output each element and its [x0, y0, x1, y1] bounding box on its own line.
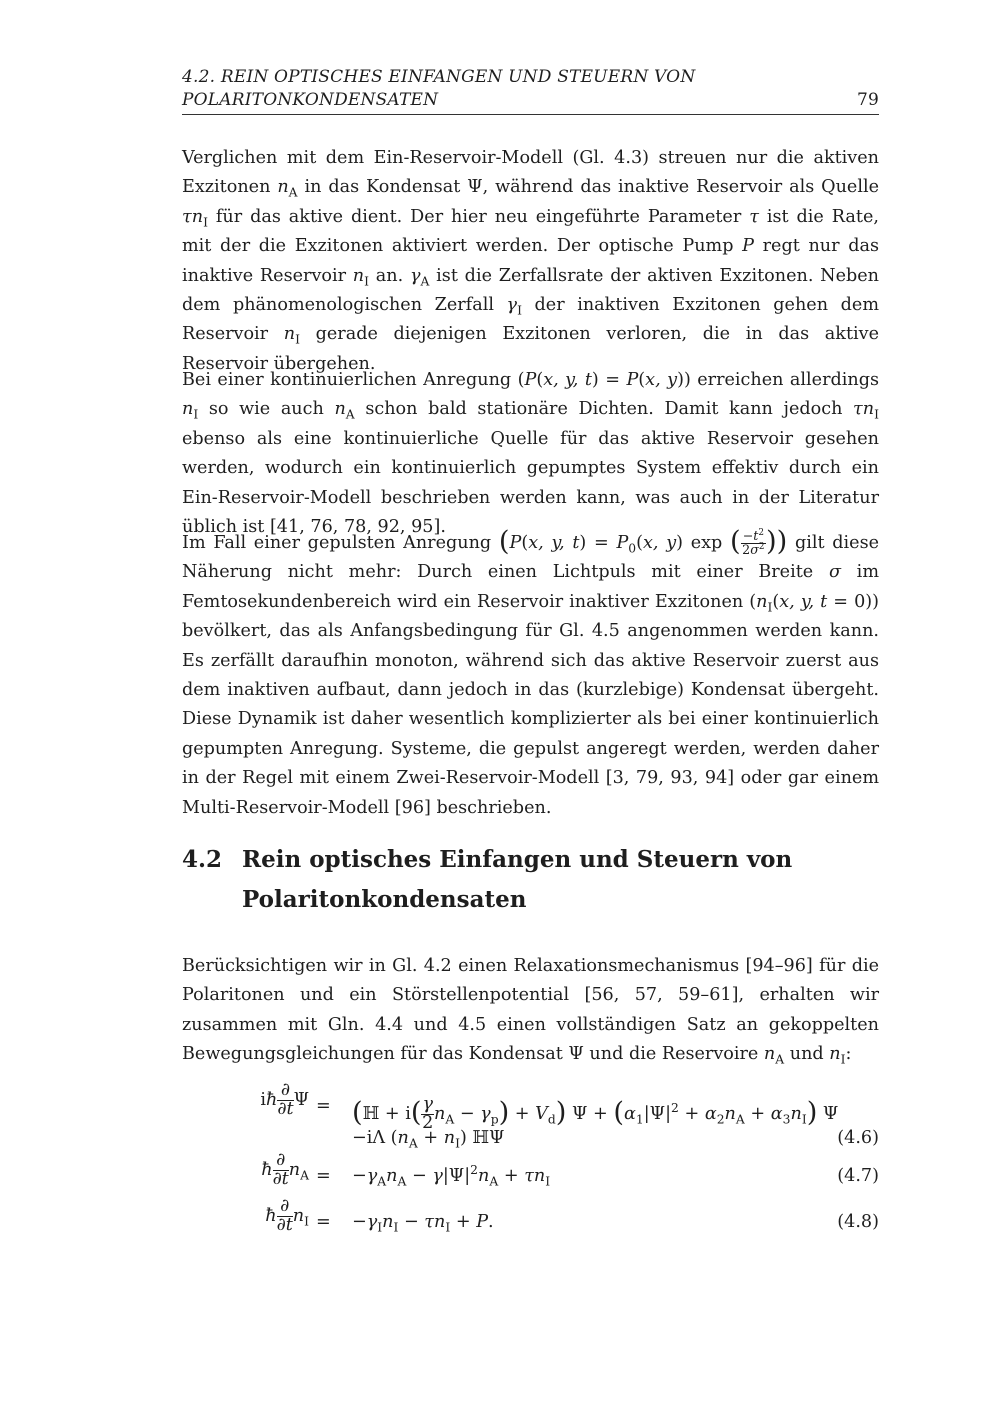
- equation-lhs: iħ $\frac{\partial}{\partial t}$ Ψ: [260, 1080, 309, 1119]
- equation-number: (4.8): [837, 1212, 879, 1232]
- running-header: [182, 66, 879, 112]
- paragraph-2: Bei einer kontinuierlichen Anregung (P(x, y, t) = P(x, y)) erreichen allerdings $n_I$ so wie auch $n_A$ schon bald stationäre Dichten. Damit kann jedoch $\tau n_I$ ebenso als eine kontinuierliche Quelle für das aktive Reservoir gesehen werden, wodurch ein kontinuierlich gepumptes System effektiv durch ein Ein-Reservoir-Modell beschrieben werden kann, was auch in der Literatur üblich ist [41, 76, 78, 92, 95].: [182, 370, 880, 538]
- section-title: Rein optisches Einfangen und Steuern von Polaritonkondensaten: [242, 846, 793, 913]
- equation-number: (4.7): [837, 1166, 879, 1186]
- equation-rhs: $-\gamma_An_A - \gamma|\Psi|^2n_A + \tau n_I$: [352, 1163, 551, 1189]
- header-line-2: POLARITONKONDENSATEN: [182, 90, 439, 110]
- equation-lhs: ħ $\frac{\partial}{\partial t}$ $n_A$: [261, 1150, 309, 1189]
- header-line-1: 4.2. REIN OPTISCHES EINFANGEN UND STEUERN VON: [182, 67, 696, 87]
- equation-4-7: ħ $\frac{\partial}{\partial t}$ $n_A$ = $-\gamma_An_A - \gamma|\Psi|^2n_A + \tau n_I$ (4.7): [261, 1150, 879, 1189]
- paragraph-1: Verglichen mit dem Ein-Reservoir-Modell (Gl. 4.3) streuen nur die aktiven Exzitonen $n_A$ in das Kondensat Ψ, während das inaktive Reservoir als Quelle $\tau n_I$ für das aktive dient. Der hier neu eingeführte Parameter τ ist die Rate, mit der die Exzitonen aktiviert werden. Der optische Pump P regt nur das inaktive Reservoir $n_I$ an. $\gamma_A$ ist die Zerfallsrate der aktiven Exzitonen. Neben dem phänomenologischen Zerfall $\gamma_I$ der inaktiven Exzitonen gehen dem Reservoir $n_I$ gerade diejenigen Exzitonen verloren, die in das aktive Reservoir übergehen.: [182, 148, 880, 374]
- equation-rhs: (ℍ + i( $\frac{\gamma}{2}$ $n_A - \gamma_p) + V_d$) $\Psi + (\alpha_1|\Psi|^2 + \alpha_2n_A + \alpha_3n_I)$ Ψ: [352, 1094, 839, 1133]
- paragraph-3: Im Fall einer gepulsten Anregung (P(x, y, $t) = P_0(x$, y) exp ( $\frac{-t^2}{2\sigma^2}$ )) gilt diese Näherung nicht mehr: Durch einen Lichtpuls mit einer Breite σ im Femtosekundenbereich wird ein Reservoir inaktiver Exzitonen ($n_I(x$, y, t = 0)) bevölkert, das als Anfangsbedingung für Gl. 4.5 angenommen werden kann. Es zerfällt daraufhin monoton, während sich das aktive Reservoir zuerst aus dem inaktiven aufbaut, dann jedoch in das (kurzlebige) Kondensat übergeht. Diese Dynamik ist daher wesentlich komplizierter als bei einer kontinuierlich gepumpten Anregung. Systeme, die gepulst angeregt werden, werden daher in der Regel mit einem Zwei-Reservoir-Modell [3, 79, 93, 94] oder gar einem Multi-Reservoir-Modell [96] beschrieben.: [182, 526, 880, 818]
- section-number: 4.2: [182, 846, 223, 873]
- paragraph-4: Berücksichtigen wir in Gl. 4.2 einen Relaxationsmechanismus [94–96] für die Polaritonen und ein Störstellenpotential [56, 57, 59–61], erhalten wir zusammen mit Gln. 4.4 und 4.5 einen vollständigen Satz an gekoppelten Bewegungsgleichungen für das Kondensat Ψ und die Reservoire $n_A$ und $n_I$:: [182, 956, 879, 1067]
- equation-4-6-line-2: [182, 1112, 879, 1152]
- equation-4-8: ħ $\frac{\partial}{\partial t}$ $n_I$ = $-\gamma_In_I - \tau n_I + P$. (4.8): [265, 1196, 879, 1235]
- equation-lhs: ħ $\frac{\partial}{\partial t}$ $n_I$: [265, 1196, 309, 1235]
- equation-4-6-line-1: iħ $\frac{\partial}{\partial t}$ Ψ = (ℍ + i( $\frac{\gamma}{2}$ $n_A - \gamma_p) + V_d$) $\Psi + (\alpha_1|\Psi|^2 + \alpha_2n_A + \alpha_3n_I)$ Ψ: [260, 1080, 839, 1133]
- equation-rhs: $-\gamma_In_I - \tau n_I + P$.: [352, 1212, 494, 1235]
- equation-number: (4.6): [837, 1128, 879, 1148]
- page-number: 79: [856, 90, 879, 110]
- header-rule: [182, 114, 879, 115]
- equation-rhs: −iΛ $(n_A + n_I)$ ℍΨ: [352, 1128, 505, 1151]
- section-heading: [182, 840, 879, 920]
